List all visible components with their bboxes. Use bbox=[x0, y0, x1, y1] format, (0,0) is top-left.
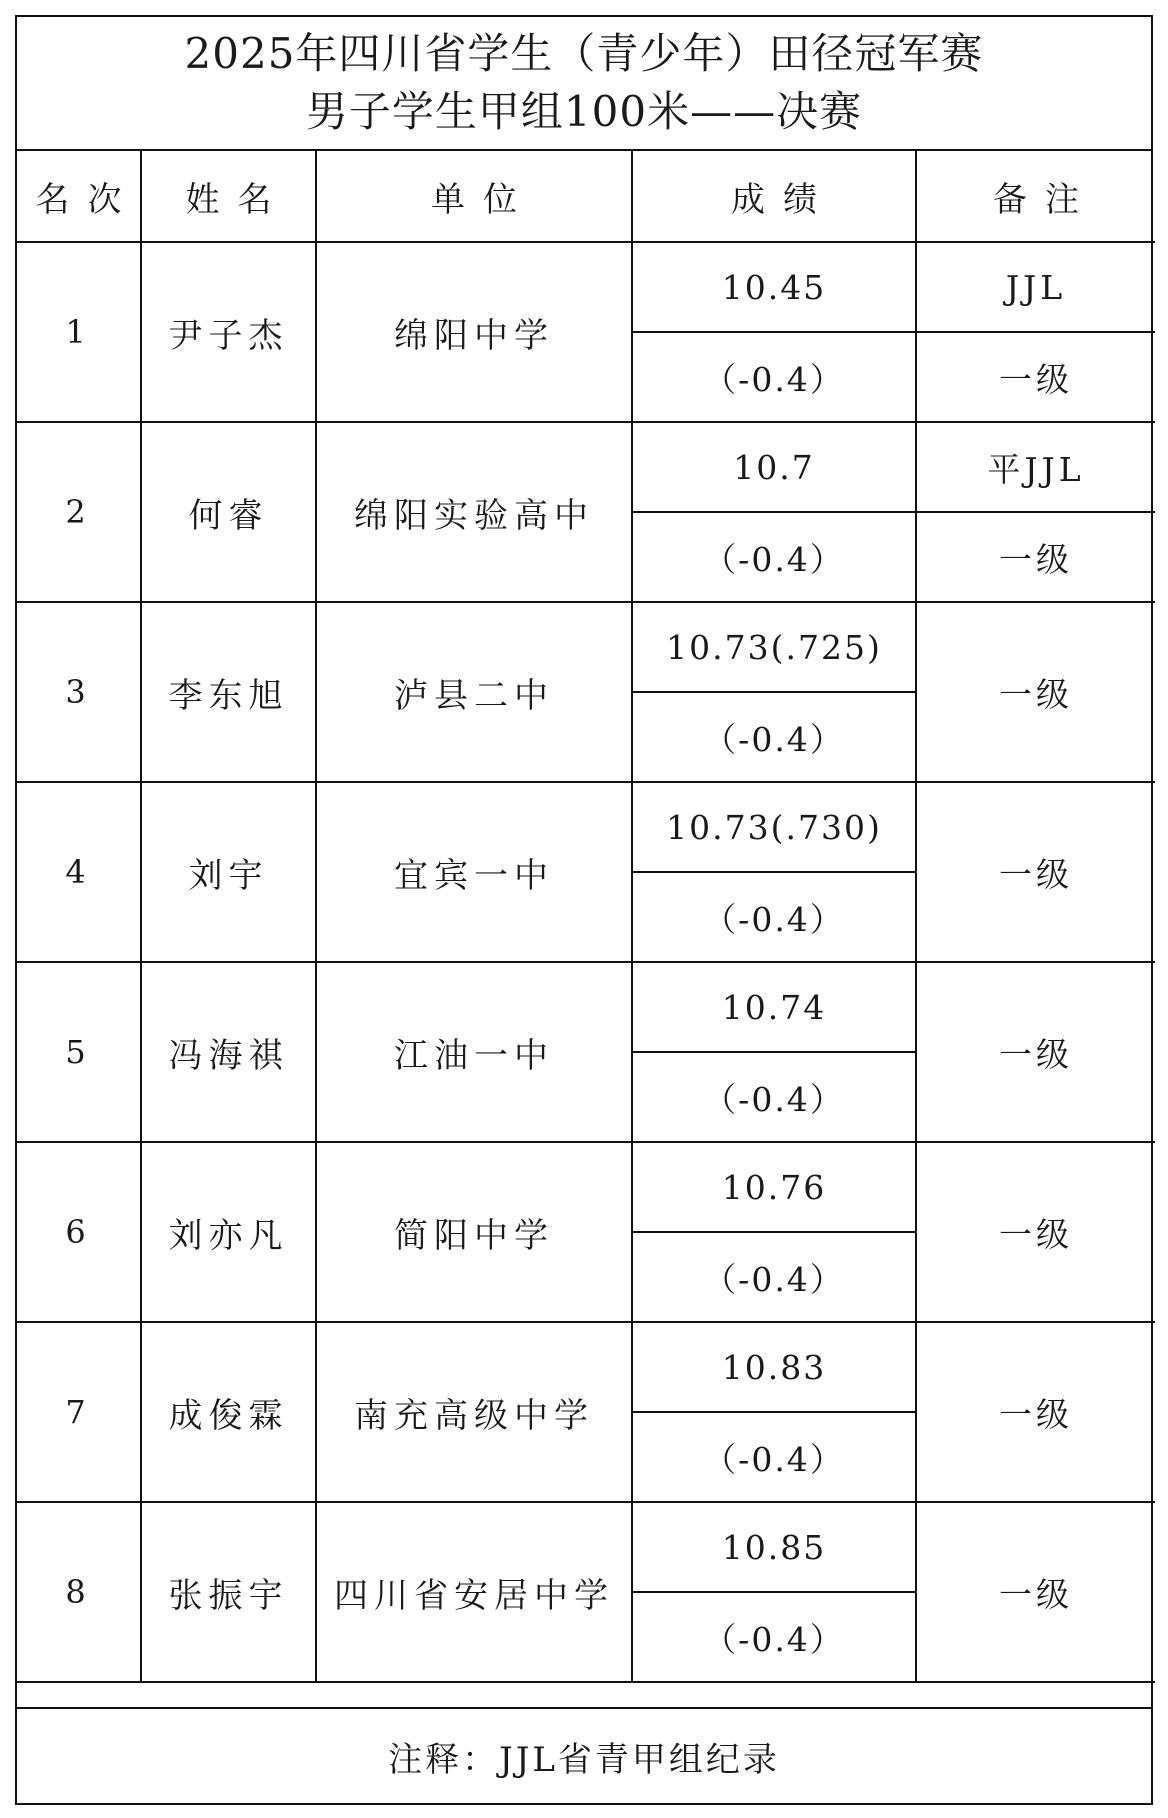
wind-reading: （-0.4） bbox=[632, 512, 916, 602]
header-name: 姓名 bbox=[141, 151, 316, 242]
rank-cell: 3 bbox=[17, 602, 141, 782]
remark-grade: 一级 bbox=[916, 1142, 1155, 1322]
table-row bbox=[17, 1502, 1155, 1592]
wind-reading: （-0.4） bbox=[632, 692, 916, 782]
remark-grade: 一级 bbox=[916, 962, 1155, 1142]
table-row bbox=[17, 962, 1155, 1052]
result-time: 10.73(.725) bbox=[632, 602, 916, 692]
athlete-unit: 简阳中学 bbox=[316, 1142, 632, 1322]
athlete-name: 刘宇 bbox=[141, 782, 316, 962]
rank-cell: 4 bbox=[17, 782, 141, 962]
table-row bbox=[17, 1142, 1155, 1232]
athlete-name: 李东旭 bbox=[141, 602, 316, 782]
result-time: 10.83 bbox=[632, 1322, 916, 1412]
table-row bbox=[17, 602, 1155, 692]
athlete-name: 何睿 bbox=[141, 422, 316, 602]
remark-grade: 一级 bbox=[916, 512, 1155, 602]
table-row bbox=[17, 782, 1155, 872]
result-time: 10.74 bbox=[632, 962, 916, 1052]
competition-title: 2025年四川省学生（青少年）田径冠军赛 bbox=[184, 29, 984, 78]
rank-cell: 5 bbox=[17, 962, 141, 1142]
rank-cell: 1 bbox=[17, 242, 141, 422]
athlete-unit: 四川省安居中学 bbox=[316, 1502, 632, 1682]
wind-reading: （-0.4） bbox=[632, 332, 916, 422]
header-result: 成绩 bbox=[632, 151, 916, 242]
athlete-unit: 南充高级中学 bbox=[316, 1322, 632, 1502]
results-table bbox=[17, 151, 1155, 1683]
title-block bbox=[17, 17, 1151, 151]
remark-grade: 一级 bbox=[916, 1322, 1155, 1502]
athlete-name: 刘亦凡 bbox=[141, 1142, 316, 1322]
table-row bbox=[17, 242, 1155, 332]
remark-record: 平JJL bbox=[916, 422, 1155, 512]
athlete-unit: 泸县二中 bbox=[316, 602, 632, 782]
rank-cell: 6 bbox=[17, 1142, 141, 1322]
wind-reading: （-0.4） bbox=[632, 1592, 916, 1682]
result-time: 10.76 bbox=[632, 1142, 916, 1232]
athlete-unit: 绵阳中学 bbox=[316, 242, 632, 422]
remark-grade: 一级 bbox=[916, 1502, 1155, 1682]
result-time: 10.73(.730) bbox=[632, 782, 916, 872]
athlete-unit: 绵阳实验高中 bbox=[316, 422, 632, 602]
remark-grade: 一级 bbox=[916, 332, 1155, 422]
athlete-name: 成俊霖 bbox=[141, 1322, 316, 1502]
remark-grade: 一级 bbox=[916, 602, 1155, 782]
rank-cell: 2 bbox=[17, 422, 141, 602]
remark-grade: 一级 bbox=[916, 782, 1155, 962]
result-time: 10.45 bbox=[632, 242, 916, 332]
athlete-unit: 宜宾一中 bbox=[316, 782, 632, 962]
remark-record: JJL bbox=[916, 242, 1155, 332]
athlete-name: 尹子杰 bbox=[141, 242, 316, 422]
wind-reading: （-0.4） bbox=[632, 872, 916, 962]
footnote: 注释：JJL省青甲组纪录 bbox=[17, 1707, 1151, 1803]
wind-reading: （-0.4） bbox=[632, 1232, 916, 1322]
result-time: 10.85 bbox=[632, 1502, 916, 1592]
table-row bbox=[17, 1322, 1155, 1412]
athlete-unit: 江油一中 bbox=[316, 962, 632, 1142]
results-sheet bbox=[15, 15, 1153, 1805]
rank-cell: 7 bbox=[17, 1322, 141, 1502]
athlete-name: 冯海祺 bbox=[141, 962, 316, 1142]
event-title: 男子学生甲组100米——决赛 bbox=[305, 87, 863, 136]
rank-cell: 8 bbox=[17, 1502, 141, 1682]
result-time: 10.7 bbox=[632, 422, 916, 512]
table-row bbox=[17, 422, 1155, 512]
wind-reading: （-0.4） bbox=[632, 1412, 916, 1502]
wind-reading: （-0.4） bbox=[632, 1052, 916, 1142]
header-remark: 备注 bbox=[916, 151, 1155, 242]
header-rank: 名次 bbox=[17, 151, 141, 242]
header-unit: 单位 bbox=[316, 151, 632, 242]
header-row bbox=[17, 151, 1155, 242]
athlete-name: 张振宇 bbox=[141, 1502, 316, 1682]
